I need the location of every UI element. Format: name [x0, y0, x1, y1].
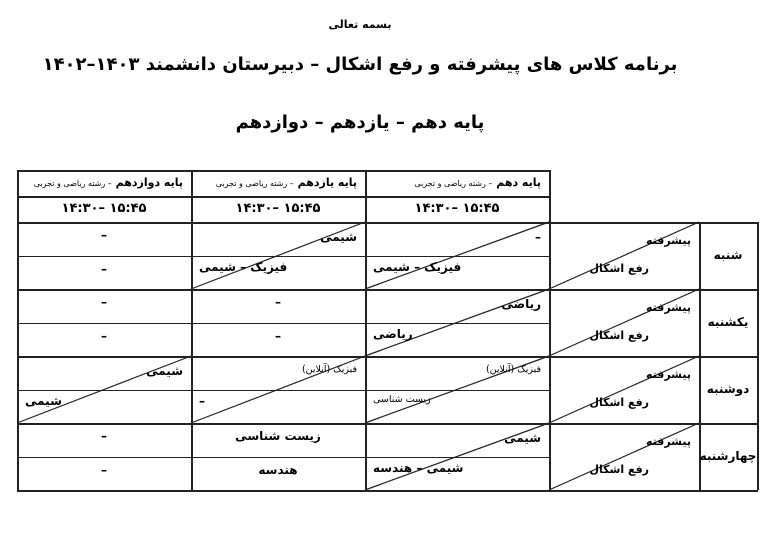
cell-advanced: –: [101, 429, 107, 443]
cell-advanced: –: [535, 230, 541, 244]
class-type-advanced: پیشرفته: [645, 368, 691, 381]
cell-remedial: فیزیک – شیمی: [373, 260, 462, 274]
field-label: – رشته ریاضی و تجربی: [414, 179, 493, 188]
column-header-time: ۱۴:۳۰– ۱۵:۴۵: [235, 201, 321, 216]
cell-advanced: شیمی: [146, 364, 183, 378]
page-subtitle: پایه دهم – یازدهم – دوازدهم: [235, 112, 485, 133]
cell-remedial: شیمی: [25, 394, 62, 408]
cell-advanced: شیمی: [320, 230, 357, 244]
cell-advanced: ریاضی: [501, 297, 541, 311]
cell-remedial: فیزیک – شیمی: [199, 260, 288, 274]
cell-remedial: –: [101, 261, 107, 276]
cell-remedial: هندسه: [258, 462, 298, 477]
class-type-advanced: پیشرفته: [645, 234, 691, 247]
cell-advanced: شیمی: [504, 431, 541, 445]
cell-advanced: –: [275, 295, 281, 309]
class-type-advanced: پیشرفته: [645, 301, 691, 314]
class-type-remedial: رفع اشکال: [589, 463, 649, 476]
field-label: – رشته ریاضی و تجربی: [33, 179, 112, 188]
cell-remedial: ریاضی: [373, 327, 413, 341]
class-type-advanced: پیشرفته: [645, 435, 691, 448]
grade-label: پایه دوازدهم: [111, 176, 183, 189]
cell-advanced: –: [101, 228, 107, 242]
cell-remedial: زیست شناسی: [373, 394, 431, 405]
cell-advanced: فیزیک (آنلاین): [485, 364, 541, 375]
class-type-remedial: رفع اشکال: [589, 262, 649, 275]
grade-label: پایه یازدهم: [293, 176, 357, 189]
field-label: – رشته ریاضی و تجربی: [215, 179, 294, 188]
cell-advanced: زیست شناسی: [235, 429, 321, 443]
class-type-remedial: رفع اشکال: [589, 329, 649, 342]
page-title: برنامه کلاس های پیشرفته و رفع اشکال – دبیرستان دانشمند ۱۴۰۳–۱۴۰۲: [42, 54, 678, 75]
day-name: دوشنبه: [706, 382, 750, 396]
cell-advanced: فیزیک (آنلاین): [301, 364, 357, 375]
day-name: یکشنبه: [707, 315, 749, 329]
column-header-time: ۱۴:۳۰– ۱۵:۴۵: [61, 201, 147, 216]
class-type-remedial: رفع اشکال: [589, 396, 649, 409]
grade-label: پایه دهم: [492, 176, 541, 189]
cell-remedial: –: [101, 462, 107, 477]
cell-advanced: –: [101, 295, 107, 309]
bismillah: بسمه تعالی: [328, 18, 392, 31]
cell-remedial: –: [101, 328, 107, 343]
cell-remedial: شیمی – هندسه: [373, 461, 464, 475]
cell-remedial: –: [275, 328, 281, 343]
column-header-time: ۱۴:۳۰– ۱۵:۴۵: [414, 201, 500, 216]
day-name: شنبه: [713, 248, 743, 262]
day-name: چهارشنبه: [699, 449, 757, 463]
cell-remedial: –: [199, 394, 205, 408]
